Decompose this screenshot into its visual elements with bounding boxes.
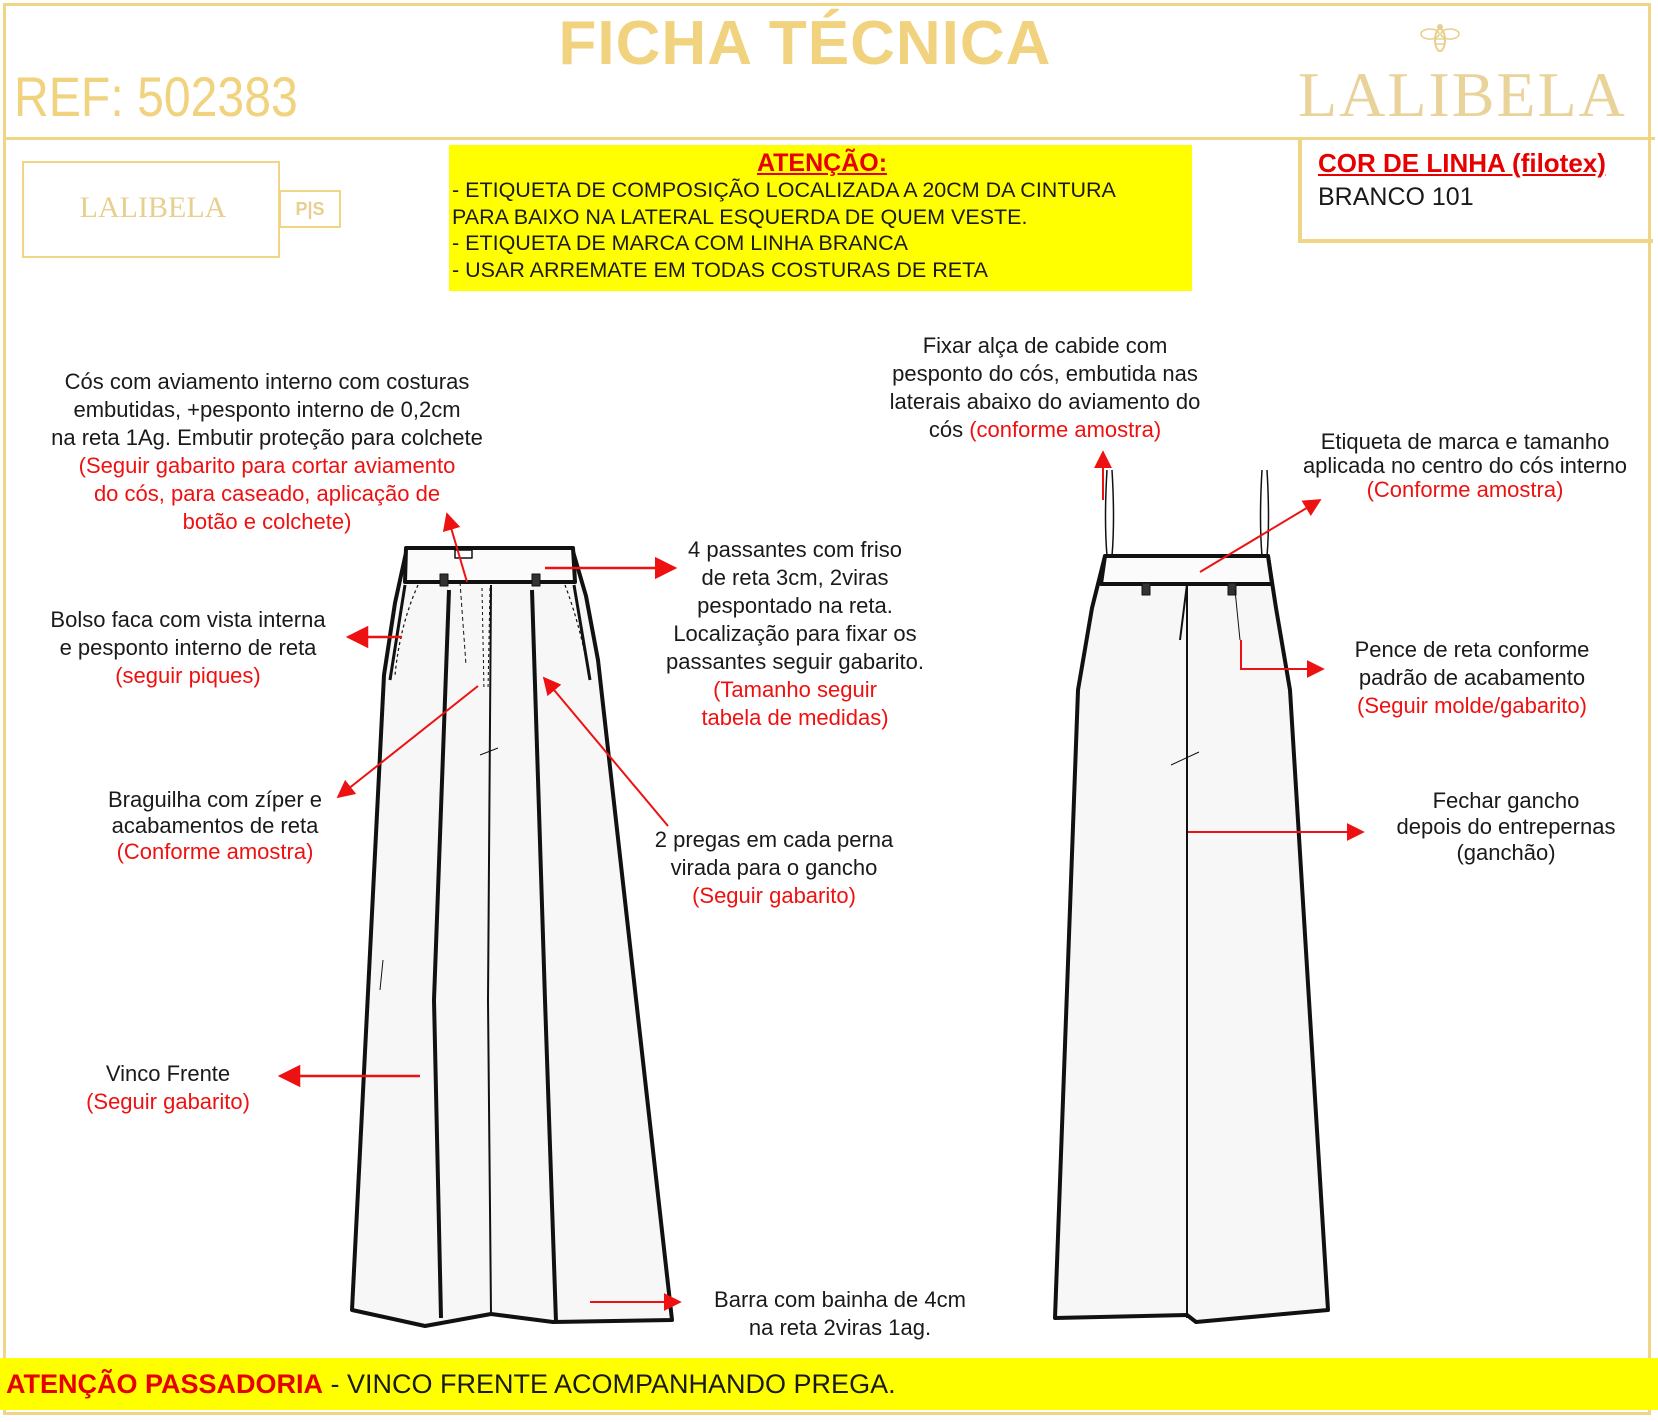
size-tab: P|S (279, 190, 341, 228)
annotation-line: na reta 2viras 1ag. (748, 1315, 932, 1340)
annotation-line: embutidas, +pesponto interno de 0,2cm (73, 397, 461, 422)
annotation-line: laterais abaixo do aviamento do (889, 389, 1201, 414)
annotation-line: Braguilha com zíper e (108, 787, 322, 812)
annotation-red-line: tabela de medidas) (701, 705, 889, 730)
annotation-crotch (1366, 788, 1646, 866)
footer-text: - VINCO FRENTE ACOMPANHANDO PREGA. (323, 1369, 896, 1399)
annotation-brand-tag (1280, 430, 1650, 502)
page-title: FICHA TÉCNICA (558, 9, 1052, 78)
annotation-red-line: (Conforme amostra) (116, 839, 314, 864)
attention-line: - ETIQUETA DE COMPOSIÇÃO LOCALIZADA A 20CM DA CINTURA (452, 178, 1116, 202)
attention-line: PARA BAIXO NA LATERAL ESQUERDA DE QUEM VESTE. (452, 204, 1028, 229)
annotation-line: Cós com aviamento interno com costuras (64, 369, 470, 394)
label-brand-text: LALIBELA (79, 191, 227, 224)
thread-color-title: COR DE LINHA (filotex) (1318, 148, 1606, 178)
annotation-line: pesponto do cós, embutida nas (892, 361, 1198, 386)
annotation-line: Vinco Frente (105, 1061, 231, 1086)
annotation-line: Etiqueta de marca e tamanho (1320, 429, 1610, 454)
annotation-fly (78, 787, 352, 865)
annotation-hem (690, 1286, 990, 1342)
annotation-line: aplicada no centro do cós interno (1302, 453, 1628, 478)
annotation-line: Localização para fixar os (673, 621, 917, 646)
annotation-line: Fechar gancho (1432, 788, 1580, 813)
annotation-line: na reta 1Ag. Embutir proteção para colchete (51, 425, 483, 450)
annotation-line: Fixar alça de cabide com (922, 333, 1168, 358)
annotation-line: virada para o gancho (670, 855, 878, 880)
annotation-belt-loops (630, 536, 960, 732)
annotation-red-line: (seguir piques) (115, 663, 261, 688)
annotation-pocket (22, 606, 354, 690)
annotation-text: cós (928, 417, 970, 442)
attention-line: - ETIQUETA DE MARCA COM LINHA BRANCA (452, 231, 908, 255)
footer-notice (0, 1358, 1658, 1410)
annotation-red-line: (Seguir gabarito) (692, 883, 856, 908)
annotation-line: passantes seguir gabarito. (665, 649, 925, 674)
thread-color-value: BRANCO 101 (1318, 183, 1474, 211)
annotation-crease (58, 1060, 278, 1116)
annotation-red-line: (Conforme amostra) (1366, 477, 1564, 502)
annotation-pleats (630, 826, 918, 910)
annotation-line (862, 416, 1228, 444)
annotation-line: Pence de reta conforme (1354, 637, 1590, 662)
annotation-waistband (20, 368, 514, 536)
footer-highlight: ATENÇÃO PASSADORIA (6, 1369, 324, 1399)
annotation-line: acabamentos de reta (111, 813, 319, 838)
attention-line: - USAR ARREMATE EM TODAS COSTURAS DE RETA (452, 257, 988, 282)
annotation-red-line: (Seguir molde/gabarito) (1357, 693, 1587, 718)
annotation-line: Barra com bainha de 4cm (714, 1287, 966, 1312)
brand-logo: LALIBELA (1298, 59, 1627, 130)
annotation-line: Bolso faca com vista interna (50, 607, 326, 632)
annotation-line: 4 passantes com friso (688, 537, 902, 562)
annotation-red-line: (Tamanho seguir (713, 677, 877, 702)
front-pants-drawing (352, 548, 672, 1326)
attention-title: ATENÇÃO: (756, 149, 888, 177)
annotation-red-text: (conforme amostra) (969, 417, 1162, 442)
annotation-red-line: (Seguir gabarito para cortar aviamento (78, 453, 456, 478)
annotation-line: e pesponto interno de reta (59, 635, 317, 660)
annotation-line: (ganchão) (1456, 840, 1556, 865)
annotation-dart (1330, 636, 1614, 720)
annotation-line: depois do entrepernas (1396, 814, 1616, 839)
annotation-line: pespontado na reta. (697, 593, 893, 618)
annotation-red-line: (Seguir gabarito) (86, 1089, 250, 1114)
annotation-line: padrão de acabamento (1358, 665, 1586, 690)
annotation-line: de reta 3cm, 2viras (701, 565, 889, 590)
reference-number: REF: 502383 (14, 65, 298, 128)
annotation-red-line: botão e colchete) (182, 509, 352, 534)
annotation-red-line: do cós, para caseado, aplicação de (93, 481, 441, 506)
annotation-line: 2 pregas em cada perna (654, 827, 894, 852)
back-pants-drawing (1055, 470, 1328, 1322)
annotation-hanger-loop (862, 332, 1228, 444)
